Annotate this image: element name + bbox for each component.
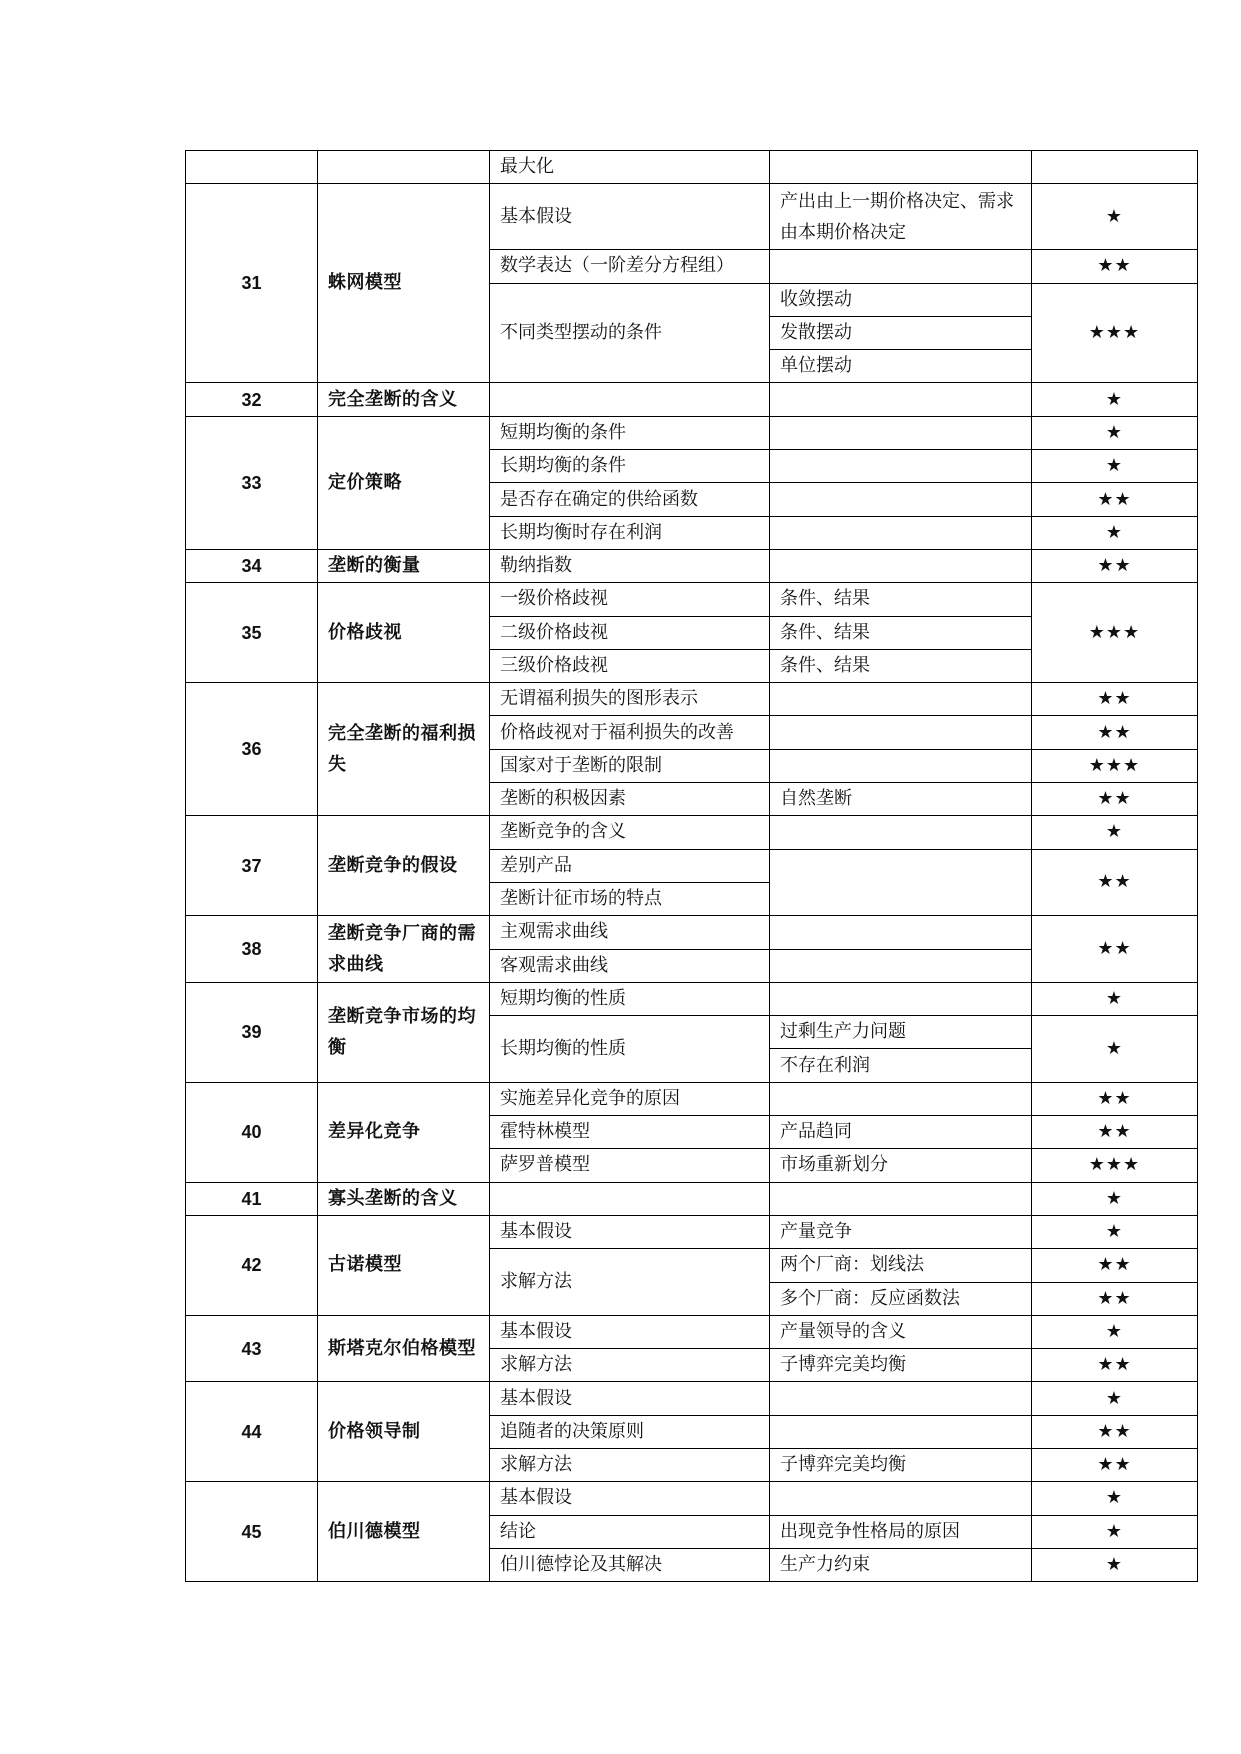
detail-cell: 市场重新划分 [770,1149,1032,1182]
detail-cell: 条件、结果 [770,616,1032,649]
row-number-cell: 45 [186,1482,318,1582]
importance-cell: ★ [1032,383,1198,416]
detail-cell: 条件、结果 [770,583,1032,616]
detail-cell: 过剩生产力问题 [770,1016,1032,1049]
topic-cell: 完全垄断的含义 [318,383,490,416]
detail-cell [770,383,1032,416]
topic-cell: 价格歧视 [318,583,490,683]
detail-cell [770,1382,1032,1415]
topic-cell: 差异化竞争 [318,1082,490,1182]
row-number-cell: 40 [186,1082,318,1182]
row-number-cell: 33 [186,416,318,549]
point-cell: 数学表达（一阶差分方程组） [490,250,770,283]
point-cell: 最大化 [490,151,770,184]
point-cell: 勒纳指数 [490,549,770,582]
row-number-cell: 42 [186,1215,318,1315]
importance-cell: ★★ [1032,1415,1198,1448]
row-number-cell: 35 [186,583,318,683]
detail-cell [770,982,1032,1015]
point-cell: 长期均衡的条件 [490,450,770,483]
point-cell: 伯川德悖论及其解决 [490,1548,770,1581]
row-number-cell: 43 [186,1315,318,1382]
importance-cell: ★★★ [1032,283,1198,383]
point-cell [490,383,770,416]
row-number-cell: 39 [186,982,318,1082]
importance-cell: ★ [1032,450,1198,483]
importance-cell: ★★ [1032,783,1198,816]
point-cell: 求解方法 [490,1349,770,1382]
point-cell: 一级价格歧视 [490,583,770,616]
topic-text: 垄断竞争市场的均衡 [328,1006,476,1059]
row-number-cell: 38 [186,916,318,983]
point-cell [490,1182,770,1215]
topic-cell [318,1315,490,1382]
point-cell: 基本假设 [490,1215,770,1248]
detail-cell: 子博弈完美均衡 [770,1349,1032,1382]
topic-cell: 定价策略 [318,416,490,549]
topic-text: 垄断竞争厂商的需求曲线 [328,923,476,976]
point-cell: 基本假设 [490,1482,770,1515]
table-row [186,982,1198,1015]
point-cell: 主观需求曲线 [490,916,770,949]
row-number-cell: 31 [186,184,318,383]
importance-cell: ★★ [1032,916,1198,983]
importance-cell: ★★★ [1032,749,1198,782]
detail-cell [770,416,1032,449]
table-row [186,416,1198,449]
point-cell: 客观需求曲线 [490,949,770,982]
point-cell: 基本假设 [490,1382,770,1415]
point-cell: 追随者的决策原则 [490,1415,770,1448]
detail-cell [770,450,1032,483]
importance-cell: ★ [1032,184,1198,250]
table-row [186,151,1198,184]
importance-cell: ★ [1032,1382,1198,1415]
detail-cell: 不存在利润 [770,1049,1032,1082]
detail-cell [770,916,1032,949]
point-cell: 是否存在确定的供给函数 [490,483,770,516]
detail-cell [770,949,1032,982]
detail-cell [770,1482,1032,1515]
importance-cell: ★ [1032,1315,1198,1348]
table-row [186,816,1198,849]
importance-cell: ★★ [1032,549,1198,582]
detail-cell: 多个厂商：反应函数法 [770,1282,1032,1315]
detail-cell [770,516,1032,549]
point-cell: 三级价格歧视 [490,649,770,682]
importance-cell: ★★ [1032,1249,1198,1282]
topic-text: 斯塔克尔伯格模型 [328,1338,476,1360]
importance-cell [1032,151,1198,184]
detail-cell [770,483,1032,516]
importance-cell: ★ [1032,1182,1198,1215]
table-row [186,1315,1198,1348]
table-row [186,1182,1198,1215]
detail-cell [770,1182,1032,1215]
importance-cell: ★★ [1032,1082,1198,1115]
row-number-cell: 41 [186,1182,318,1215]
detail-cell [770,1082,1032,1115]
topic-cell: 垄断的衡量 [318,549,490,582]
topic-cell: 古诺模型 [318,1215,490,1315]
point-cell: 差别产品 [490,849,770,882]
importance-cell: ★★ [1032,1349,1198,1382]
importance-cell: ★★★ [1032,1149,1198,1182]
detail-cell: 子博弈完美均衡 [770,1448,1032,1481]
point-cell: 垄断的积极因素 [490,783,770,816]
point-cell: 长期均衡时存在利润 [490,516,770,549]
detail-text: 产出由上一期价格决定、需求由本期价格决定 [780,190,1014,243]
point-cell: 国家对于垄断的限制 [490,749,770,782]
detail-cell: 出现竞争性格局的原因 [770,1515,1032,1548]
detail-cell: 单位摆动 [770,350,1032,383]
importance-cell: ★ [1032,816,1198,849]
importance-cell: ★ [1032,1548,1198,1581]
importance-cell: ★ [1032,1482,1198,1515]
row-number-cell: 34 [186,549,318,582]
point-cell: 价格歧视对于福利损失的改善 [490,716,770,749]
table-row [186,184,1198,250]
detail-cell [770,849,1032,916]
importance-cell: ★★ [1032,1448,1198,1481]
point-cell: 基本假设 [490,1315,770,1348]
detail-cell: 两个厂商：划线法 [770,1249,1032,1282]
row-number-cell: 37 [186,816,318,916]
table-row [186,1215,1198,1248]
point-cell: 短期均衡的性质 [490,982,770,1015]
importance-cell: ★★ [1032,849,1198,916]
point-cell: 基本假设 [490,184,770,250]
table-row [186,683,1198,716]
importance-cell: ★★ [1032,1116,1198,1149]
topic-text: 完全垄断的福利损失 [328,723,476,776]
table-row [186,583,1198,616]
topic-cell [318,916,490,983]
table-row [186,916,1198,949]
topic-cell [318,683,490,816]
point-cell: 结论 [490,1515,770,1548]
row-number-cell: 44 [186,1382,318,1482]
table-row [186,1082,1198,1115]
table-row [186,1382,1198,1415]
importance-cell: ★ [1032,416,1198,449]
detail-cell [770,816,1032,849]
row-number-cell [186,151,318,184]
topic-cell: 蛛网模型 [318,184,490,383]
detail-cell [770,151,1032,184]
topic-cell: 垄断竞争的假设 [318,816,490,916]
detail-cell: 产量竞争 [770,1215,1032,1248]
point-cell: 垄断竞争的含义 [490,816,770,849]
point-cell: 萨罗普模型 [490,1149,770,1182]
importance-cell: ★ [1032,1515,1198,1548]
importance-cell: ★ [1032,1215,1198,1248]
topic-cell: 价格领导制 [318,1382,490,1482]
point-cell: 短期均衡的条件 [490,416,770,449]
detail-cell [770,549,1032,582]
detail-cell [770,250,1032,283]
detail-cell: 产品趋同 [770,1116,1032,1149]
detail-cell [770,716,1032,749]
detail-cell: 收敛摆动 [770,283,1032,316]
detail-cell: 条件、结果 [770,649,1032,682]
table-row [186,1482,1198,1515]
point-cell: 求解方法 [490,1249,770,1316]
row-number-cell: 36 [186,683,318,816]
detail-cell [770,184,1032,250]
point-cell: 霍特林模型 [490,1116,770,1149]
importance-cell: ★ [1032,1016,1198,1083]
row-number-cell: 32 [186,383,318,416]
importance-cell: ★★ [1032,483,1198,516]
topic-cell [318,982,490,1082]
point-cell: 无谓福利损失的图形表示 [490,683,770,716]
importance-cell: ★★ [1032,1282,1198,1315]
detail-cell [770,1415,1032,1448]
importance-cell: ★★★ [1032,583,1198,683]
detail-cell: 生产力约束 [770,1548,1032,1581]
importance-cell: ★★ [1032,716,1198,749]
importance-cell: ★ [1032,516,1198,549]
point-cell: 不同类型摆动的条件 [490,283,770,383]
importance-cell: ★ [1032,982,1198,1015]
detail-cell [770,749,1032,782]
point-cell: 实施差异化竞争的原因 [490,1082,770,1115]
point-cell: 垄断计征市场的特点 [490,882,770,915]
point-cell: 二级价格歧视 [490,616,770,649]
detail-cell: 产量领导的含义 [770,1315,1032,1348]
detail-cell: 发散摆动 [770,316,1032,349]
detail-cell: 自然垄断 [770,783,1032,816]
table-row [186,383,1198,416]
point-cell: 长期均衡的性质 [490,1016,770,1083]
importance-cell: ★★ [1032,683,1198,716]
topic-cell: 寡头垄断的含义 [318,1182,490,1215]
detail-cell [770,683,1032,716]
topic-cell: 伯川德模型 [318,1482,490,1582]
importance-cell: ★★ [1032,250,1198,283]
topic-cell [318,151,490,184]
table-row [186,549,1198,582]
point-cell: 求解方法 [490,1448,770,1481]
knowledge-point-table [185,150,1198,1582]
